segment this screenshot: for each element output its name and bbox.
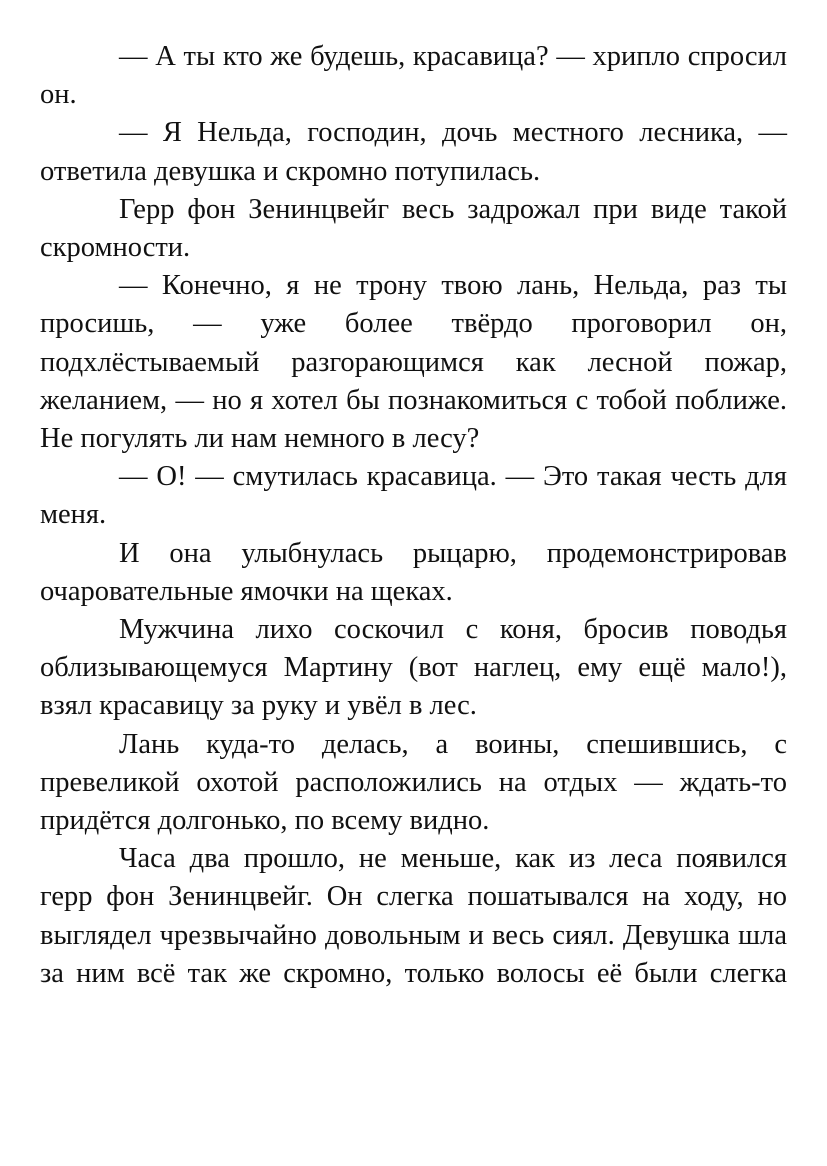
paragraph: — Конечно, я не трону твою лань, Нельда, раз ты просишь, — уже более твёрдо проговорил он, подхлёстываемый разгорающимся как лесной пожар, желанием, — но я хотел бы познакомиться с тобой поближе. Не погулять ли нам немного в лесу? bbox=[40, 270, 787, 455]
paragraph: — О! — смутилась красавица. — Это такая честь для меня. bbox=[40, 461, 787, 531]
paragraph: Лань куда-то делась, а воины, спешившись, с превеликой охотой расположились на отдых — ждать-то придётся долгонько, по всему видно. bbox=[40, 728, 787, 837]
paragraph: И она улыбнулась рыцарю, продемонстрировав очаровательные ямочки на щеках. bbox=[40, 537, 787, 607]
paragraph: — Я Нельда, господин, дочь местного лесника, — ответила девушка и скромно потупилась. bbox=[40, 117, 787, 187]
paragraph: Герр фон Зенинцвейг весь задрожал при виде такой скромности. bbox=[40, 193, 787, 264]
paragraph-continued: Часа два прошло, не меньше, как из леса появился герр фон Зенинцвейг. Он слегка пошатывался на ходу, но выглядел чрезвычайно довольным и весь сиял. Девушка шла за ним всё так же скромно, только волосы её были слегка bbox=[40, 843, 787, 989]
paragraph: Мужчина лихо соскочил с коня, бросив поводья облизывающемуся Мартину (вот наглец, ему ещё мало!), взял красавицу за руку и увёл в лес. bbox=[40, 614, 787, 722]
paragraph: — А ты кто же будешь, красавица? — хрипло спросил он. bbox=[40, 41, 787, 111]
book-page bbox=[40, 38, 787, 993]
